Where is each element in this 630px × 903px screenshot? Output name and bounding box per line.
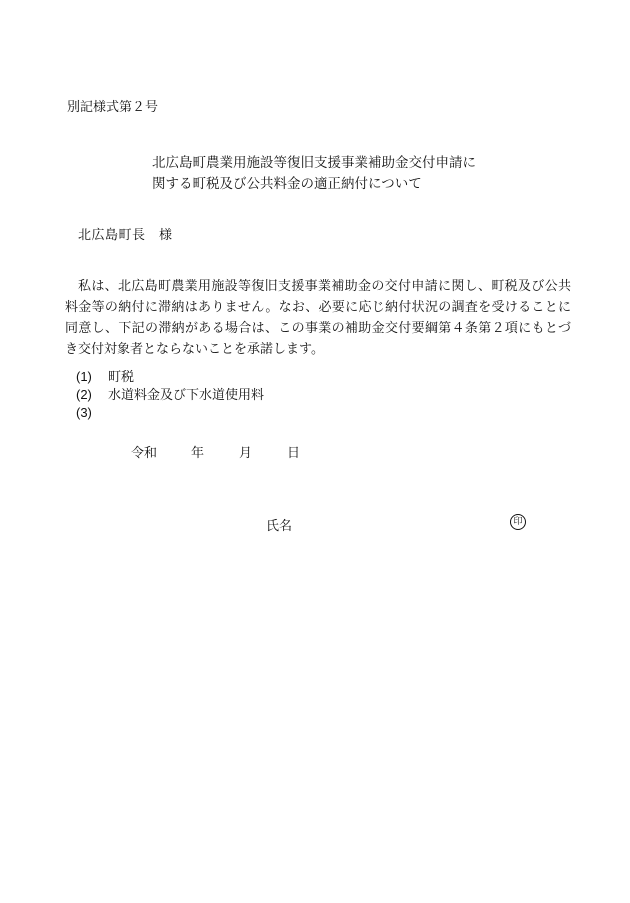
- item-text: 町税: [108, 370, 135, 385]
- form-number: 別記様式第２号: [67, 100, 159, 115]
- seal-icon: 印: [510, 514, 526, 530]
- item-text: 水道料金及び下水道使用料: [108, 388, 265, 403]
- date-year-label: 年: [191, 446, 205, 461]
- item-number: (1): [76, 369, 92, 384]
- list-item: [76, 386, 264, 404]
- list-item: [76, 404, 264, 422]
- item-list: [76, 368, 264, 422]
- addressee: 北広島町長 様: [78, 228, 173, 243]
- date-month-label: 月: [239, 446, 253, 461]
- declaration-body: 私は、北広島町農業用施設等復旧支援事業補助金の交付申請に関し、町税及び公共料金等の納付に滞納はありません。なお、必要に応じ納付状況の調査を受けることに同意し、下記の滞納がある場合は、この事業の補助金交付要綱第４条第２項にもとづき交付対象者とならないことを承諾します。: [65, 279, 571, 357]
- date-era: 令和: [131, 446, 158, 461]
- item-number: (3): [76, 405, 92, 420]
- document-title-line1: 北広島町農業用施設等復旧支援事業補助金交付申請に: [152, 155, 476, 171]
- list-item: [76, 368, 264, 386]
- item-number: (2): [76, 387, 92, 402]
- date-day-label: 日: [287, 446, 301, 461]
- document-title-line2: 関する町税及び公共料金の適正納付について: [152, 176, 422, 192]
- name-label: 氏名: [266, 519, 293, 534]
